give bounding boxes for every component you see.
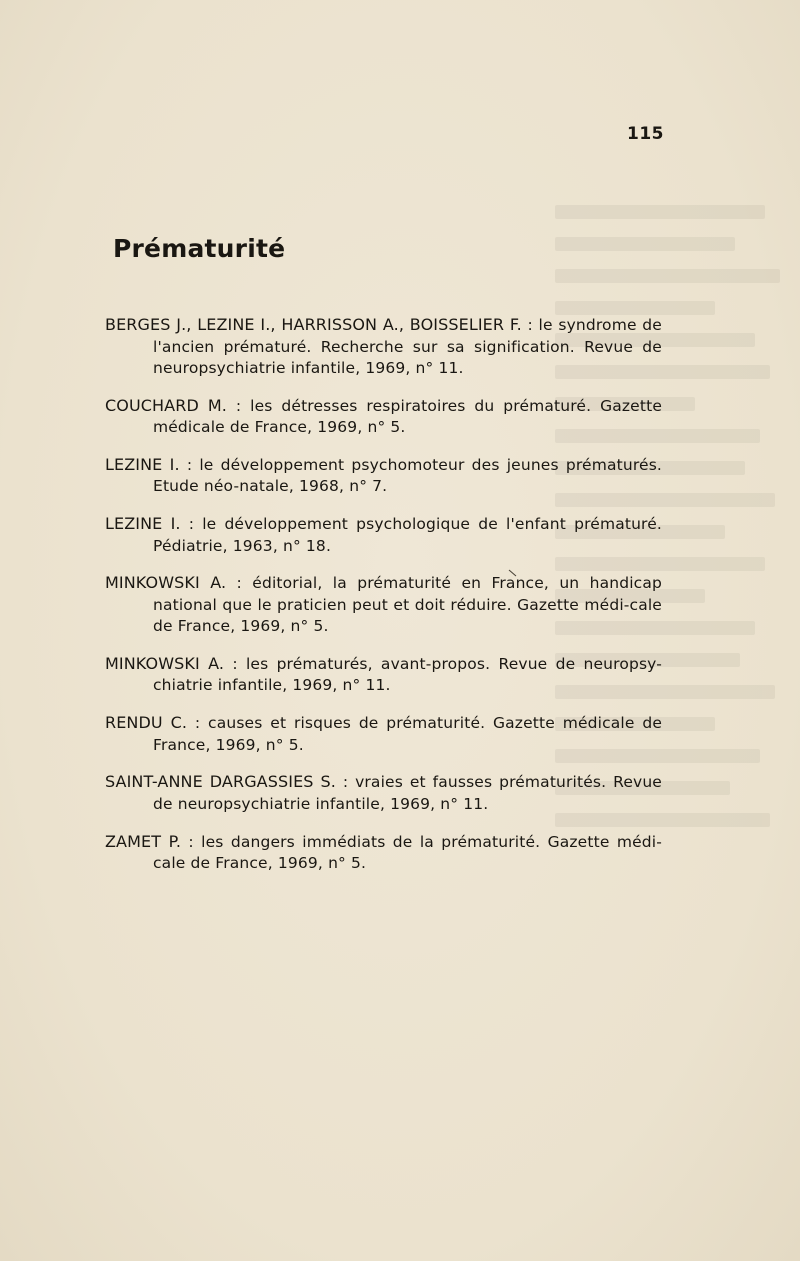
reference-author: MINKOWSKI A. <box>105 573 227 593</box>
reference-author: RENDU C. <box>105 713 188 733</box>
reference-author: ZAMET P. <box>105 831 182 851</box>
reference-entry <box>105 513 662 557</box>
section-title: Prématurité <box>113 234 286 263</box>
reference-text: : les détresses respiratoires du prématuré. Gazette médicale de France, 1969, n° 5. <box>153 396 663 437</box>
reference-text: : les prématurés, avant-propos. Revue de neuropsy-chiatrie infantile, 1969, n° 11. <box>153 654 662 695</box>
reference-text: : le développement psychomoteur des jeunes prématurés. Etude néo-natale, 1968, n° 7. <box>153 455 662 496</box>
page-number: 115 <box>627 124 664 144</box>
reference-text: : le développement psychologique de l'enfant prématuré. Pédiatrie, 1963, n° 18. <box>153 515 662 555</box>
reference-author: SAINT-ANNE DARGASSIES S. <box>105 772 336 792</box>
reference-entry <box>105 712 662 756</box>
reference-text: : les dangers immédiats de la prématurité. Gazette médi-cale de France, 1969, n° 5. <box>153 832 662 872</box>
reference-text: : le syndrome de l'ancien prématuré. Recherche sur sa signification. Revue de neuropsychiatrie infantile, 1969, n° 11. <box>153 316 662 377</box>
reference-text: : vraies et fausses prématurités. Revue de neuropsychiatrie infantile, 1969, n° 11. <box>153 773 662 813</box>
reference-author: MINKOWSKI A. <box>105 653 225 673</box>
reference-entry <box>105 314 662 380</box>
reference-entry <box>105 572 662 638</box>
reference-list <box>105 314 662 890</box>
reference-entry <box>105 831 662 875</box>
reference-entry <box>105 395 662 439</box>
reference-author: LEZINE I. <box>105 454 180 474</box>
reference-entry <box>105 771 662 815</box>
reference-author: COUCHARD M. <box>105 395 227 415</box>
reference-entry <box>105 653 662 697</box>
reference-entry <box>105 454 662 498</box>
reference-text: : causes et risques de prématurité. Gazette médicale de France, 1969, n° 5. <box>153 714 663 754</box>
reference-author: LEZINE I. <box>105 514 181 534</box>
pencil-tick-mark <box>508 569 518 577</box>
reference-author: BERGES J., LEZINE I., HARRISSON A., BOISSELIER F. <box>105 315 522 334</box>
reference-text: : éditorial, la prématurité en France, un handicap national que le praticien peut et doit réduire. Gazette médi-cale de France, 1969, n° 5. <box>153 574 662 636</box>
